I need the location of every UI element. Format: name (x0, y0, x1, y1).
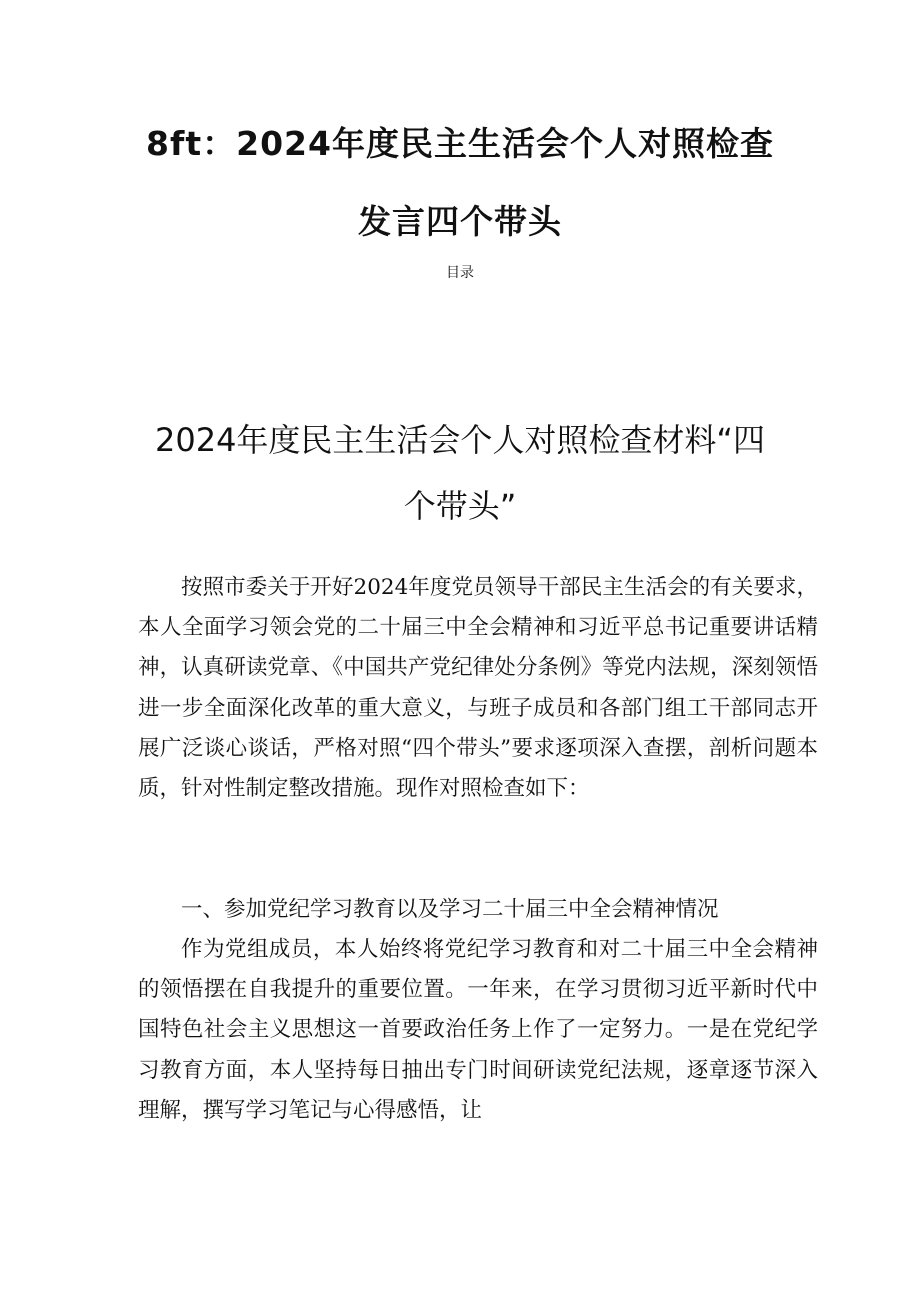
document-title-line-2: 发言四个带头 (358, 202, 562, 241)
table-of-contents-label: 目录 (446, 265, 474, 281)
section-title-line-2: 个带头” (403, 487, 517, 525)
body-paragraph-2: 作为党组成员，本人始终将党纪学习教育和对二十届三中全会精神的领悟摆在自我提升的重要位置。一年来，在学习贯彻习近平新时代中国特色社会主义思想这一首要政治任务上作了一定努力。一是在党纪学习教育方面，本人坚持每日抽出专门时间研读党纪法规，逐章逐节深入理解，撰写学习笔记与心得感悟，让 (138, 937, 818, 1123)
document-title-line-1: 8ft：2024年度民主生活会个人对照检查 (146, 124, 774, 163)
section-heading-1: 一、参加党纪学习教育以及学习二十届三中全会精神情况 (181, 897, 719, 922)
section-title-line-1: 2024年度民主生活会个人对照检查材料“四 (154, 421, 766, 459)
intro-paragraph: 按照市委关于开好2024年度党员领导干部民主生活会的有关要求，本人全面学习领会党的二十届三中全会精神和习近平总书记重要讲话精神，认真研读党章、《中国共产党纪律处分条例》等党内法规，深刻领悟进一步全面深化改革的重大意义，与班子成员和各部门组工干部同志开展广泛谈心谈话，严格对照“四个带头”要求逐项深入查摆，剖析问题本质，针对性制定整改措施。现作对照检查如下： (138, 575, 818, 802)
